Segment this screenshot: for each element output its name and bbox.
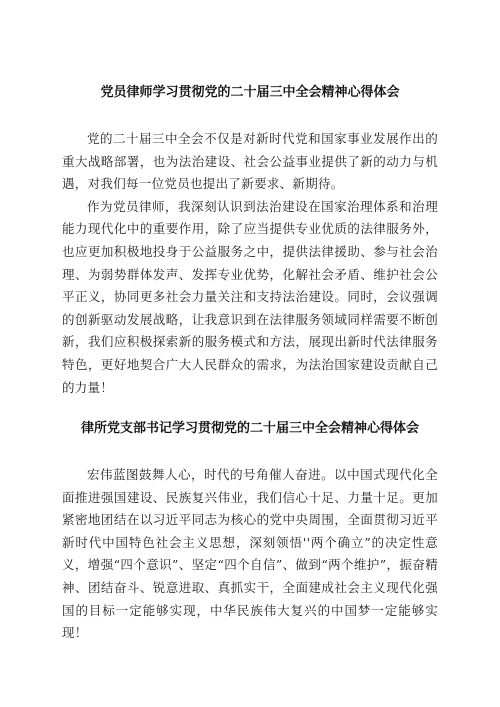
section-2-paragraph-1: 宏伟蓝图鼓舞人心，时代的号角催人奋进。以中国式现代化全面推进强国建设、民族复兴伟业，我们信心十足、力量十足。更加紧密地团结在以习近平同志为核心的党中央周围，全面贯彻习近平新时代中国特色社会主义思想，深刻领悟''两个确立”的决定性意义，增强“四个意识”、坚定“四个自信”、做到“两个维护”，振奋精神、团结奋斗、锐意进取、真抓实干，全面建成社会主义现代化强国的目标一定能够实现，中华民族伟大复兴的中国梦一定能够实现！ — [62, 467, 438, 641]
section-1-paragraph-2: 作为党员律师，我深刻认识到法治建设在国家治理体系和治理能力现代化中的重要作用，除了应当提供专业优质的法律服务外，也应更加积极地投身于公益服务之中，提供法律援助、参与社会治理、为弱势群体发声、发挥专业优势，化解社会矛盾、维护社会公平正义，协同更多社会力量关注和支持法治建设。同时，会议强调的创新驱动发展战略，让我意识到在法律服务领域同样需要不断创新，我们应积极探索新的服务模式和方法，展现出新时代法律服务特色，更好地契合广大人民群众的需求，为法治国家建设贡献自己的力量！ — [62, 198, 438, 395]
section-2-title: 律所党支部书记学习贯彻党的二十届三中全会精神心得体会 — [80, 421, 419, 436]
section-1-paragraph-1: 党的二十届三中全会不仅是对新时代党和国家事业发展作出的重大战略部署，也为法治建设、社会公益事业提供了新的动力与机遇，对我们每一位党员也提出了新要求、新期待。 — [62, 131, 438, 192]
section-2-body — [62, 464, 438, 645]
section-1-title: 党员律师学习贯彻党的二十届三中全会精神心得体会 — [100, 85, 400, 100]
section-1-body — [62, 128, 438, 399]
